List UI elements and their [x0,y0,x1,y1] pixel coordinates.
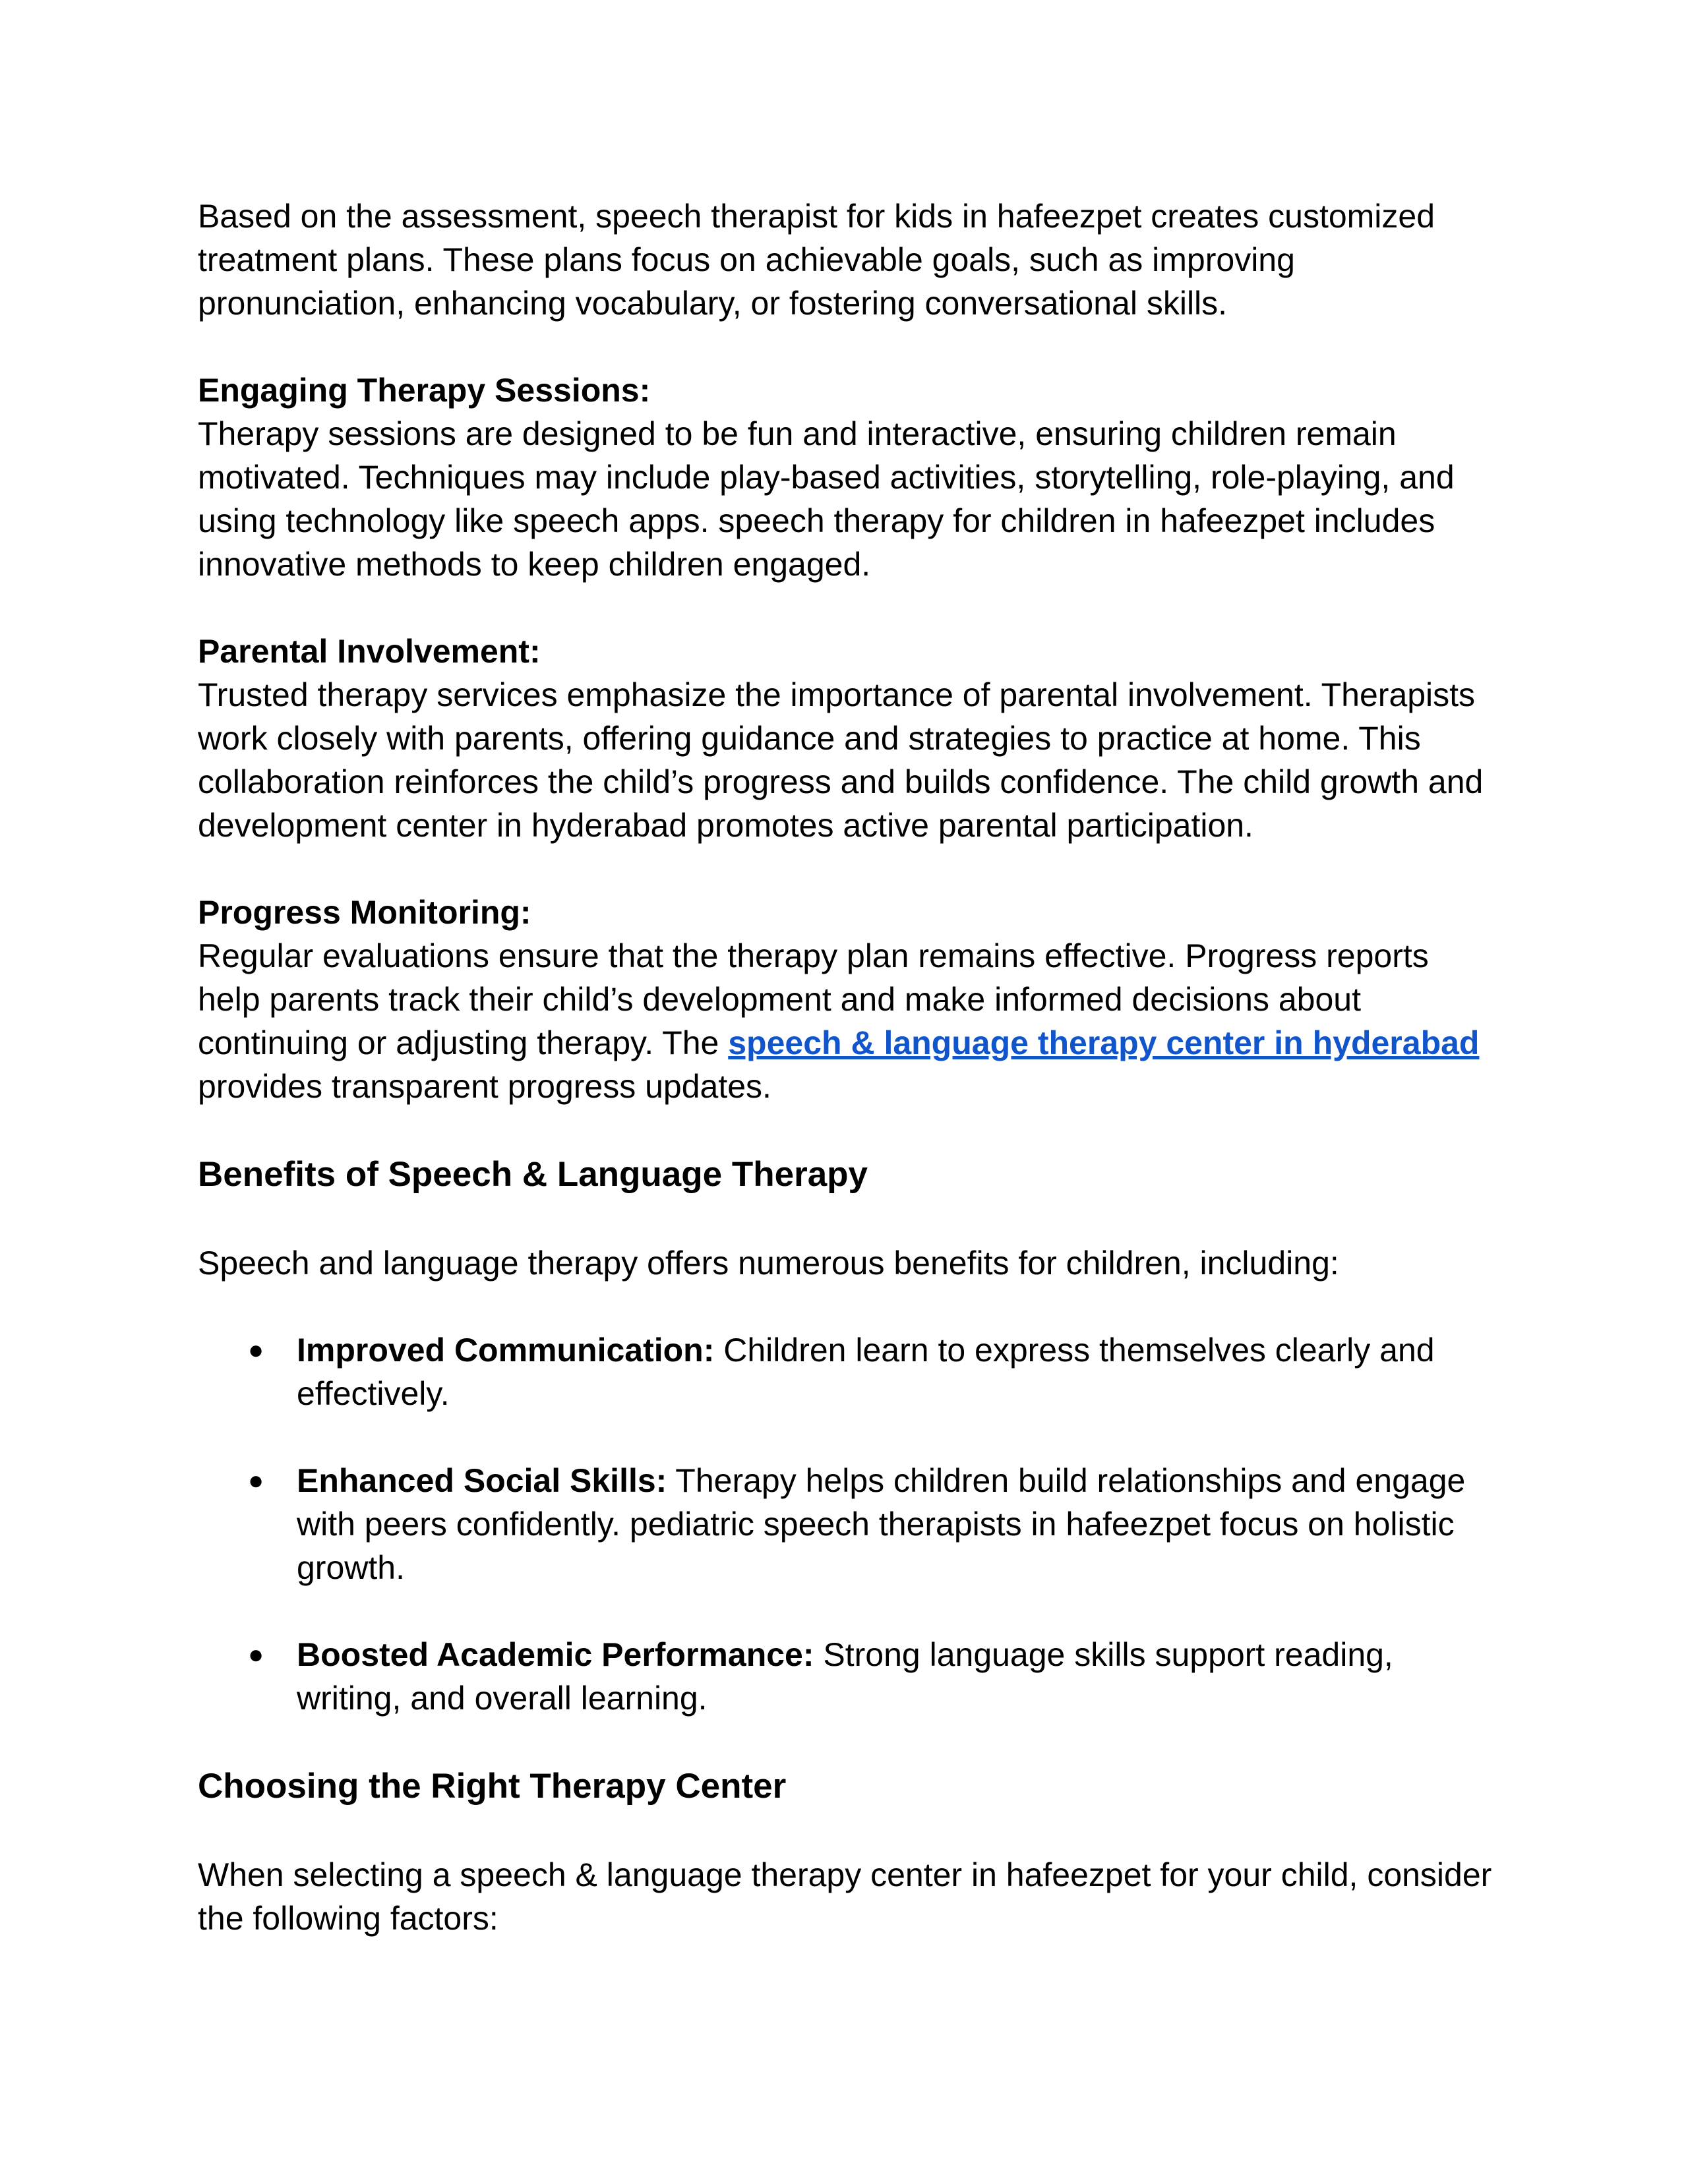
bullet-icon: ● [248,1640,264,1669]
choosing-heading: Choosing the Right Therapy Center [198,1767,787,1806]
therapy-center-link[interactable]: speech & language therapy center in hyderabad [728,1024,1480,1061]
benefit-label: Boosted Academic Performance: [297,1636,814,1673]
section-heading: Progress Monitoring: [198,894,531,931]
section-body: Therapy sessions are designed to be fun and interactive, ensuring children remain motivated. Techniques may include play-based activities, storytelling, role-playing, and using technology like speech apps. speech therapy for children in hafeezpet includes innovative methods to keep children engaged. [198,415,1455,583]
benefit-text: Therapy helps children build relationships and engage with peers confidently. pediatric speech therapists in hafeezpet focus on holistic growth. [297,1462,1466,1586]
list-item [198,1633,1497,1720]
intro-paragraph: Based on the assessment, speech therapist for kids in hafeezpet creates customized treatment plans. These plans focus on achievable goals, such as improving pronunciation, enhancing vocabulary, or fostering conversational skills. [198,198,1435,322]
list-item [198,1459,1497,1589]
section-parental-involvement [198,630,1497,847]
section-body: Trusted therapy services emphasize the importance of parental involvement. Therapists work closely with parents, offering guidance and strategies to practice at home. This collaboration reinforces the child’s progress and builds confidence. The child growth and development center in hyderabad promotes active parental participation. [198,676,1484,844]
section-body-text: Regular evaluations ensure that the therapy plan remains effective. Progress reports help parents track their child’s development and make informed decisions about continuing or adjusting therapy. The [198,937,1429,1061]
document-content [198,194,1497,1940]
section-body [198,934,1497,1108]
section-heading: Parental Involvement: [198,633,541,670]
list-item [198,1328,1497,1415]
section-engaging-therapy [198,369,1497,586]
bullet-icon: ● [248,1466,264,1495]
benefits-list [198,1328,1497,1720]
benefit-label: Enhanced Social Skills: [297,1462,667,1499]
section-progress-monitoring [198,891,1497,1108]
section-body-text: provides transparent progress updates. [198,1068,771,1105]
benefits-heading: Benefits of Speech & Language Therapy [198,1155,868,1194]
benefits-intro: Speech and language therapy offers numerous benefits for children, including: [198,1245,1339,1282]
choosing-intro: When selecting a speech & language therapy center in hafeezpet for your child, consider the following factors: [198,1856,1492,1937]
section-heading: Engaging Therapy Sessions: [198,372,651,409]
benefit-label: Improved Communication: [297,1332,715,1369]
bullet-icon: ● [248,1336,264,1365]
benefit-text: Strong language skills support reading, writing, and overall learning. [297,1636,1393,1717]
benefit-text: Children learn to express themselves clearly and effectively. [297,1332,1435,1412]
